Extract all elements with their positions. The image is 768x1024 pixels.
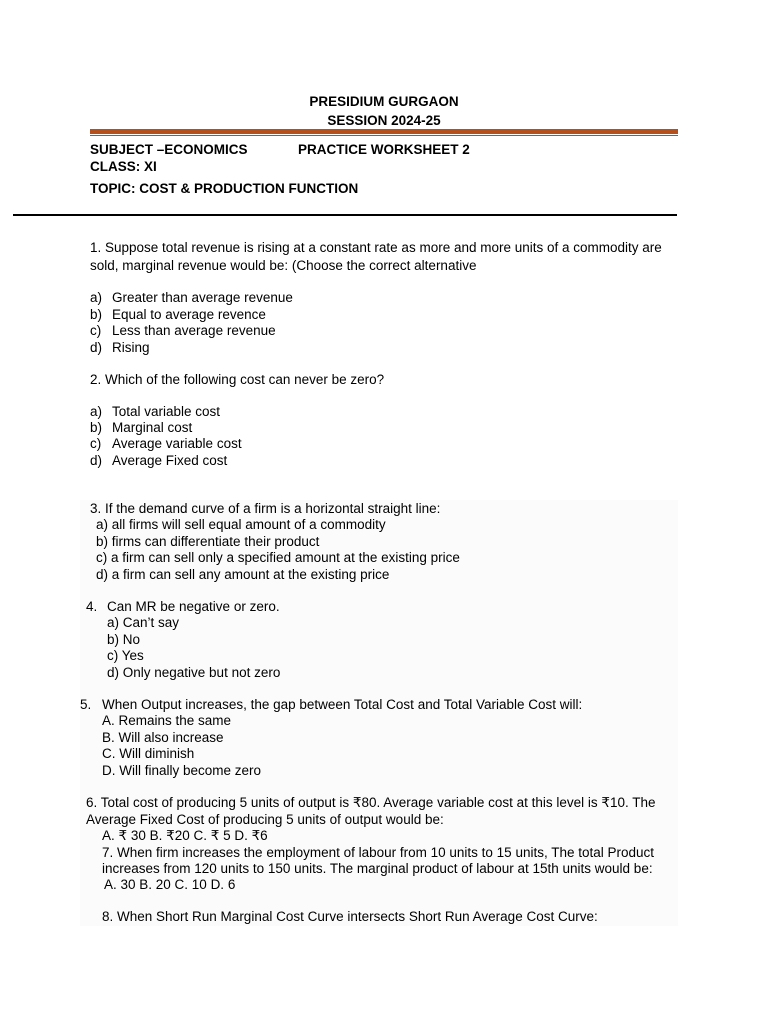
q2-option-d	[90, 453, 227, 470]
question-2: 2. Which of the following cost can never be zero?	[90, 372, 385, 387]
option-letter: a)	[90, 290, 103, 305]
question-1-line-1: 1. Suppose total revenue is rising at a constant rate as more and more units of a commodity are	[90, 240, 662, 255]
q3-option-d: d) a firm can sell any amount at the existing price	[96, 567, 390, 582]
session-label: SESSION 2024-25	[327, 113, 441, 128]
topic-label: TOPIC: COST & PRODUCTION FUNCTION	[90, 181, 359, 196]
q2-option-a	[90, 404, 220, 421]
question-5-number: 5.	[80, 697, 92, 712]
question-4: Can MR be negative or zero.	[107, 599, 280, 614]
q3-option-c: c) a firm can sell only a specified amount at the existing price	[96, 550, 460, 565]
option-text: Total variable cost	[112, 404, 221, 419]
q1-option-b	[90, 307, 266, 324]
school-name: PRESIDIUM GURGAON	[309, 94, 459, 109]
option-letter: d)	[90, 453, 103, 468]
worksheet-label: PRACTICE WORKSHEET 2	[298, 142, 470, 157]
q2-option-c	[90, 436, 242, 453]
question-1-line-2: sold, marginal revenue would be: (Choose the correct alternative	[90, 258, 477, 273]
question-3: 3. If the demand curve of a firm is a horizontal straight line:	[90, 501, 441, 516]
header-divider-thin	[90, 135, 678, 136]
q4-option-a: a) Can’t say	[107, 615, 180, 630]
q5-option-d: D. Will finally become zero	[102, 763, 262, 778]
q2-option-b	[90, 420, 192, 437]
option-text: Marginal cost	[112, 420, 193, 435]
option-text: Average Fixed cost	[112, 453, 228, 468]
q5-option-a: A. Remains the same	[102, 713, 232, 728]
q4-option-d: d) Only negative but not zero	[107, 665, 281, 680]
option-text: Equal to average revence	[112, 307, 266, 322]
option-letter: b)	[90, 420, 103, 435]
q4-option-b: b) No	[107, 632, 141, 647]
question-7-line-2: increases from 120 units to 150 units. The marginal product of labour at 15th units would be:	[102, 861, 653, 876]
question-6-line-2: Average Fixed Cost of producing 5 units of output would be:	[86, 812, 444, 827]
option-letter: a)	[90, 404, 103, 419]
q1-option-c	[90, 323, 276, 340]
option-text: Greater than average revenue	[112, 290, 293, 305]
option-letter: c)	[90, 323, 102, 338]
q1-option-a	[90, 290, 293, 307]
q5-option-b: B. Will also increase	[102, 730, 224, 745]
q3-option-b: b) firms can differentiate their product	[96, 534, 320, 549]
question-5: When Output increases, the gap between Total Cost and Total Variable Cost will:	[102, 697, 583, 712]
option-text: Rising	[112, 340, 150, 355]
option-text: Average variable cost	[112, 436, 242, 451]
q4-option-c: c) Yes	[107, 648, 144, 663]
q3-option-a: a) all firms will sell equal amount of a commodity	[96, 517, 386, 532]
option-letter: d)	[90, 340, 103, 355]
option-text: Less than average revenue	[112, 323, 276, 338]
header-divider	[90, 129, 678, 134]
q7-options: A. 30 B. 20 C. 10 D. 6	[104, 877, 236, 892]
q6-options: A. ₹ 30 B. ₹20 C. ₹ 5 D. ₹6	[102, 828, 268, 843]
option-letter: c)	[90, 436, 102, 451]
option-letter: b)	[90, 307, 103, 322]
question-8: 8. When Short Run Marginal Cost Curve intersects Short Run Average Cost Curve:	[102, 909, 598, 924]
q1-option-d	[90, 340, 150, 357]
question-4-number: 4.	[86, 599, 98, 614]
q5-option-c: C. Will diminish	[102, 746, 195, 761]
question-7-line-1: 7. When firm increases the employment of labour from 10 units to 15 units, The total Product	[102, 845, 655, 860]
question-6-line-1: 6. Total cost of producing 5 units of output is ₹80. Average variable cost at this level is ₹10. The	[86, 795, 656, 810]
class-label: CLASS: XI	[90, 159, 157, 174]
subject-label: SUBJECT –ECONOMICS	[90, 142, 248, 157]
topic-divider	[13, 214, 677, 216]
